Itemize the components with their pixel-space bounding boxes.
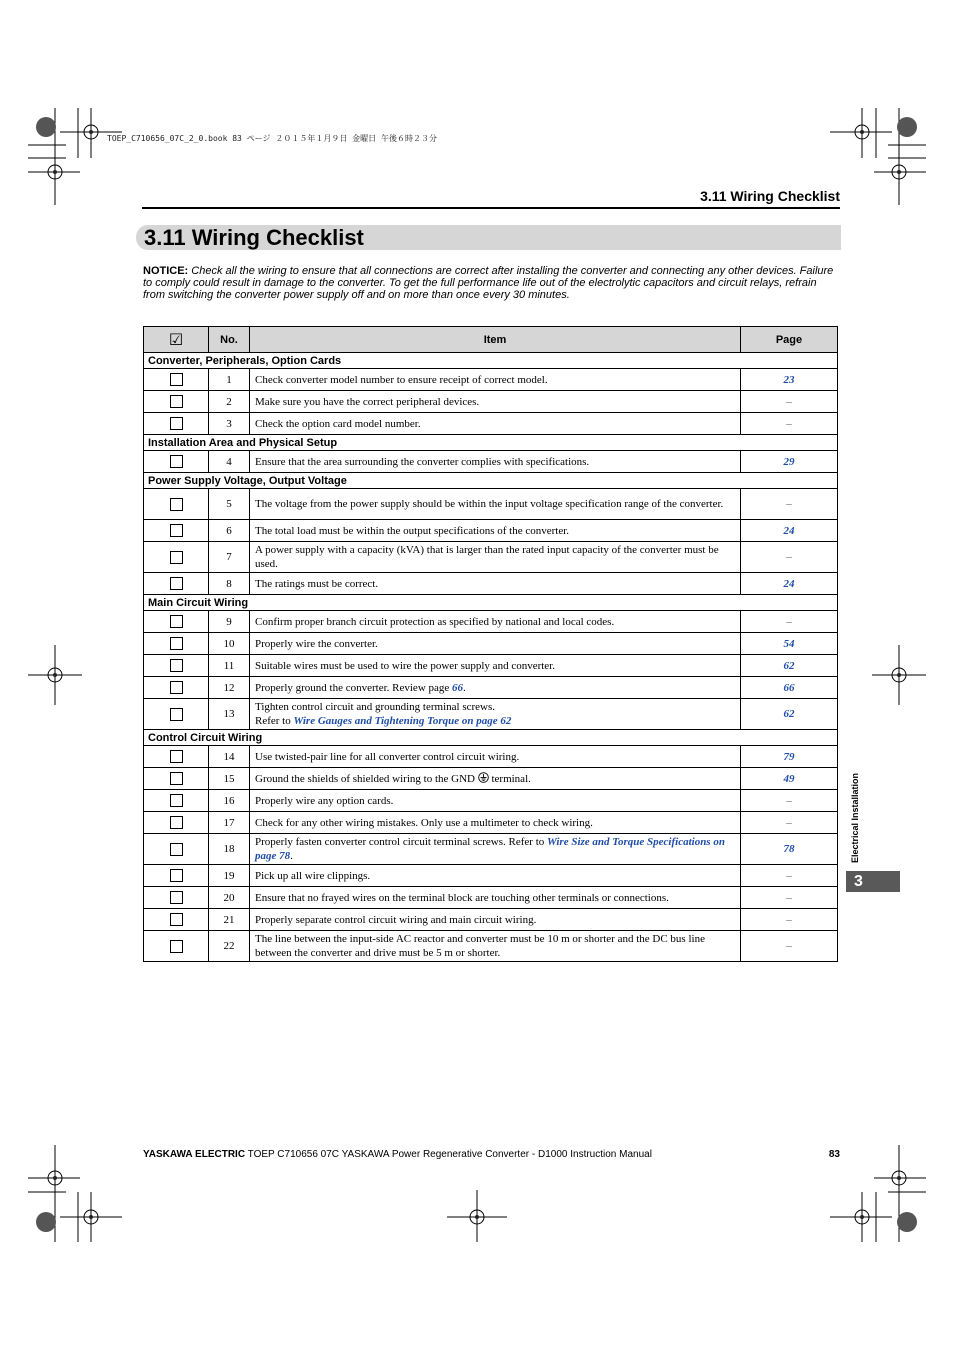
table-row: 21 Properly separate control circuit wiring and main circuit wiring. –: [144, 909, 838, 931]
page-link[interactable]: 66: [741, 677, 838, 699]
page-link[interactable]: 79: [741, 746, 838, 768]
header-rule: [142, 207, 840, 209]
inline-page-link[interactable]: 66: [452, 681, 464, 694]
notice: [143, 265, 840, 301]
category-row: Control Circuit Wiring: [144, 730, 838, 746]
no-header: No.: [209, 327, 250, 353]
table-row: 19 Pick up all wire clippings. –: [144, 865, 838, 887]
checkbox[interactable]: [170, 417, 183, 430]
table-header-row: [144, 327, 838, 353]
category-row: Main Circuit Wiring: [144, 595, 838, 611]
table-row: 18 Properly fasten converter control circuit terminal screws. Refer to Wire Size and Torque Specifications on page 78. 78: [144, 834, 838, 865]
checkbox[interactable]: [170, 373, 183, 386]
table-row: 15 Ground the shields of shielded wiring to the GND terminal. 49: [144, 768, 838, 790]
page-link[interactable]: 62: [741, 699, 838, 730]
footer-text: TOEP C710656 07C YASKAWA Power Regenerative Converter - D1000 Instruction Manual: [245, 1149, 652, 1160]
page-link[interactable]: 49: [741, 768, 838, 790]
checkbox[interactable]: [170, 869, 183, 882]
table-row: 22 The line between the input-side AC reactor and converter must be 10 m or shorter and the DC bus line between the converter and drive must be 5 m or shorter. –: [144, 931, 838, 962]
notice-text: Check all the wiring to ensure that all connections are correct after installing the converter and connecting any other devices. Failure to comply could result in damage to the converter. To get the full performance life out of the electrolytic capacitors and circuit relays, refrain from switching the converter power supply off and on more than once every 30 minutes.: [143, 265, 834, 301]
checkbox[interactable]: [170, 577, 183, 590]
table-row: 9 Confirm proper branch circuit protection as specified by national and local codes. –: [144, 611, 838, 633]
inline-reference-link[interactable]: Wire Gauges and Tightening Torque on page 62: [293, 715, 512, 727]
table-row: 11 Suitable wires must be used to wire the power supply and converter. 62: [144, 655, 838, 677]
page-link[interactable]: 29: [741, 451, 838, 473]
checkbox[interactable]: [170, 708, 183, 721]
ground-icon: [478, 772, 489, 783]
checkbox[interactable]: [170, 498, 183, 511]
chapter-side-label: Electrical Installation: [850, 772, 860, 864]
print-info: TOEP_C710656_07C_2_0.book 83 ページ ２０１５年１月９日 金曜日 午後６時２３分: [107, 134, 437, 143]
checkbox[interactable]: [170, 750, 183, 763]
checkbox[interactable]: [170, 659, 183, 672]
table-row: 16 Properly wire any option cards. –: [144, 790, 838, 812]
checkbox[interactable]: [170, 891, 183, 904]
checkbox[interactable]: [170, 940, 183, 953]
table-row: 8 The ratings must be correct. 24: [144, 573, 838, 595]
table-row: 13 Tighten control circuit and grounding terminal screws. Refer to Wire Gauges and Tightening Torque on page 62 62: [144, 699, 838, 730]
inline-reference-link[interactable]: Wire Size and Torque Specifications on page 78: [255, 836, 725, 862]
table-row: 2 Make sure you have the correct peripheral devices. –: [144, 391, 838, 413]
page-header: Page: [741, 327, 838, 353]
table-row: 6 The total load must be within the output specifications of the converter. 24: [144, 520, 838, 542]
checkbox[interactable]: [170, 772, 183, 785]
checkbox[interactable]: [170, 794, 183, 807]
wiring-checklist-table: [143, 326, 838, 962]
table-row: 4 Ensure that the area surrounding the converter complies with specifications. 29: [144, 451, 838, 473]
chapter-tab: 3: [846, 871, 900, 892]
checkbox[interactable]: [170, 843, 183, 856]
running-head: 3.11 Wiring Checklist: [700, 188, 840, 204]
table-row: 7 A power supply with a capacity (kVA) that is larger than the rated input capacity of the converter must be used. –: [144, 542, 838, 573]
checkbox[interactable]: [170, 524, 183, 537]
category-row: Converter, Peripherals, Option Cards: [144, 353, 838, 369]
table-row: 3 Check the option card model number. –: [144, 413, 838, 435]
notice-label: NOTICE:: [143, 265, 189, 277]
page-link[interactable]: 23: [741, 369, 838, 391]
section-title: 3.11 Wiring Checklist: [136, 225, 841, 250]
checkbox[interactable]: [170, 455, 183, 468]
page-link[interactable]: 24: [741, 520, 838, 542]
table-row: 5 The voltage from the power supply should be within the input voltage specification range of the converter. –: [144, 489, 838, 520]
checkbox[interactable]: [170, 551, 183, 564]
page-link[interactable]: 54: [741, 633, 838, 655]
checkmark-header-icon: ☑: [144, 327, 209, 353]
item-header: Item: [250, 327, 741, 353]
checkbox[interactable]: [170, 637, 183, 650]
checkbox[interactable]: [170, 913, 183, 926]
page-link[interactable]: 78: [741, 834, 838, 865]
checkbox[interactable]: [170, 681, 183, 694]
checkbox[interactable]: [170, 615, 183, 628]
footer-brand: YASKAWA ELECTRIC: [143, 1149, 246, 1160]
table-row: 1 Check converter model number to ensure receipt of correct model. 23: [144, 369, 838, 391]
table-row: 17 Check for any other wiring mistakes. Only use a multimeter to check wiring. –: [144, 812, 838, 834]
page-link[interactable]: 62: [741, 655, 838, 677]
page-link[interactable]: 24: [741, 573, 838, 595]
checkbox[interactable]: [170, 816, 183, 829]
checkbox[interactable]: [170, 395, 183, 408]
table-row: 12 Properly ground the converter. Review page 66. 66: [144, 677, 838, 699]
table-row: 20 Ensure that no frayed wires on the terminal block are touching other terminals or connections. –: [144, 887, 838, 909]
category-row: Power Supply Voltage, Output Voltage: [144, 473, 838, 489]
category-row: Installation Area and Physical Setup: [144, 435, 838, 451]
table-row: 14 Use twisted-pair line for all converter control circuit wiring. 79: [144, 746, 838, 768]
page-number: 83: [828, 1149, 840, 1160]
table-row: 10 Properly wire the converter. 54: [144, 633, 838, 655]
footer: [143, 1149, 652, 1160]
